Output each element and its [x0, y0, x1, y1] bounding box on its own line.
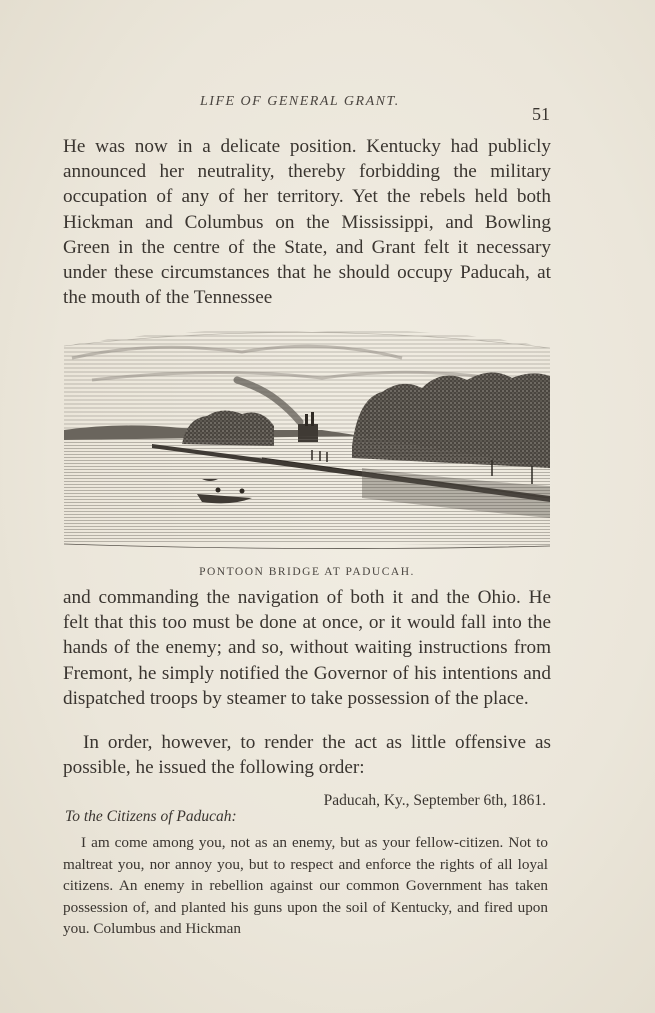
running-head: LIFE OF GENERAL GRANT. [200, 94, 400, 109]
letter-dateline: Paducah, Ky., September 6th, 1861. [323, 792, 546, 809]
engraving-illustration [62, 318, 552, 550]
letter-body: I am come among you, not as an enemy, but as your fellow-citizen. Not to maltreat you, nor annoy you, but to respect and enforce the rights of all loyal citizens. An enemy in rebellion against our common Government has taken possession of, and planted his guns upon the soil of Kentucky, and fired upon you. Columbus and Hickman [63, 834, 548, 938]
page-number: 51 [532, 104, 550, 124]
letter-salutation: To the Citizens of Paducah: [65, 808, 237, 825]
paragraph-3: In order, however, to render the act as little offensive as possible, he issued the following order: [63, 732, 551, 779]
illustration-caption: PONTOON BRIDGE AT PADUCAH. [199, 566, 415, 578]
paragraph-2: and commanding the navigation of both it and the Ohio. He felt that this too must be done at once, or it would fall into the hands of the enemy; and so, without waiting instructions from Fremont, he simply notified the Governor of his intentions and dispatched troops by steamer to take possession of the place. [63, 587, 551, 709]
paragraph-1: He was now in a delicate position. Kentucky had publicly announced her neutrality, thereby forbidding the military occupation of any of her territory. Yet the rebels held both Hickman and Columbus on the Mississippi, and Bowling Green in the centre of the State, and Grant felt it necessary under these circumstances that he should occupy Paducah, at the mouth of the Tennessee [63, 136, 551, 309]
